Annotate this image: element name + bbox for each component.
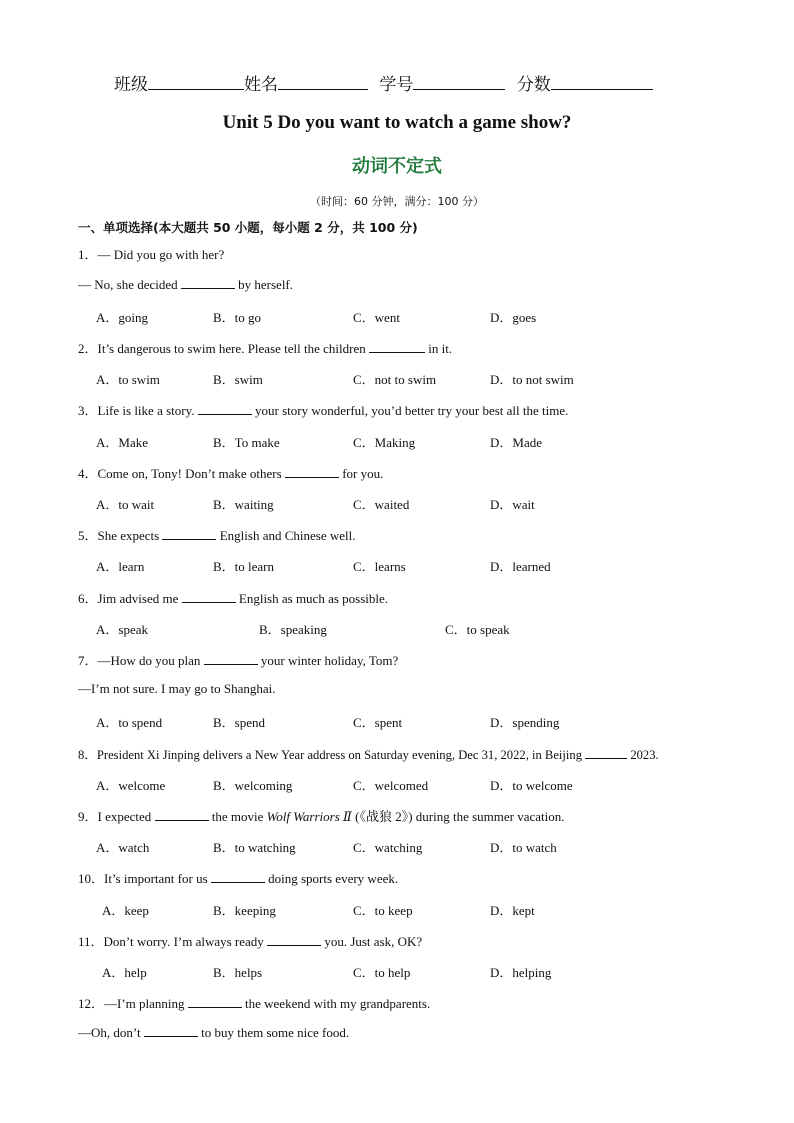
question-text: 3．Life is like a story. <box>78 403 195 418</box>
q2-option-a[interactable]: A．to swim <box>96 372 160 387</box>
question-text: English as much as possible. <box>238 591 389 606</box>
question-text: for you. <box>342 466 384 481</box>
q10-option-d[interactable]: D．kept <box>490 903 535 918</box>
score-blank[interactable] <box>551 73 653 90</box>
q6-option-c[interactable]: C．to speak <box>445 622 510 637</box>
question-text: 5．She expects <box>78 528 160 543</box>
question-9-stem <box>78 806 565 825</box>
answer-blank[interactable] <box>198 402 252 415</box>
class-label: 班级 <box>114 75 148 95</box>
question-text: 2023. <box>630 748 659 762</box>
q9-option-c[interactable]: C．watching <box>353 840 423 855</box>
question-2-stem <box>78 338 452 357</box>
q7-option-c[interactable]: C．spent <box>353 715 403 730</box>
q11-option-d[interactable]: D．helping <box>490 965 552 980</box>
answer-blank[interactable] <box>155 808 209 821</box>
question-text: — Did you go with her? <box>97 247 225 262</box>
id-label: 学号 <box>379 75 414 95</box>
answer-blank[interactable] <box>188 995 242 1008</box>
q11-option-b[interactable]: B．helps <box>213 965 263 980</box>
answer-blank[interactable] <box>182 590 236 603</box>
question-text: 11．Don’t worry. I’m always ready <box>78 934 264 949</box>
question-text: to buy them some nice food. <box>201 1025 350 1040</box>
question-number: 1． <box>78 247 98 262</box>
q7-option-d[interactable]: D．spending <box>490 715 560 730</box>
question-text: your winter holiday, Tom? <box>260 653 399 668</box>
q3-option-c[interactable]: C．Making <box>353 435 416 450</box>
question-5-stem <box>78 525 356 544</box>
time-score-note: （时间：60 分钟，满分：100 分） <box>310 195 484 208</box>
page-title: Unit 5 Do you want to watch a game show? <box>222 112 572 133</box>
question-3-stem <box>78 400 568 419</box>
q4-option-d[interactable]: D．wait <box>490 497 535 512</box>
q5-option-a[interactable]: A．learn <box>96 559 145 574</box>
question-text: your story wonderful, you’d better try your best all the time. <box>255 403 569 418</box>
q6-option-a[interactable]: A．speak <box>96 622 148 637</box>
question-12-stem <box>78 993 430 1012</box>
q10-option-c[interactable]: C．to keep <box>353 903 413 918</box>
question-text: by herself. <box>238 277 294 292</box>
question-7-stem <box>78 650 398 669</box>
question-text: (《战狼 2》) during the summer vacation. <box>355 809 565 824</box>
id-blank[interactable] <box>413 73 505 90</box>
answer-blank[interactable] <box>285 465 339 478</box>
question-text: 4．Come on, Tony! Don’t make others <box>78 466 282 481</box>
question-text: — No, she decided <box>78 277 178 292</box>
answer-blank[interactable] <box>211 870 265 883</box>
q5-option-b[interactable]: B．to learn <box>213 559 275 574</box>
q8-option-a[interactable]: A．welcome <box>96 778 166 793</box>
q9-option-b[interactable]: B．to watching <box>213 840 296 855</box>
answer-blank[interactable] <box>585 746 627 759</box>
question-text: 6．Jim advised me <box>78 591 179 606</box>
question-text: you. Just ask, OK? <box>324 934 423 949</box>
q3-option-d[interactable]: D．Made <box>490 435 542 450</box>
q8-option-b[interactable]: B．welcoming <box>213 778 293 793</box>
q9-option-a[interactable]: A．watch <box>96 840 150 855</box>
name-label: 姓名 <box>244 75 278 95</box>
q3-option-a[interactable]: A．Make <box>96 435 148 450</box>
question-4-stem <box>78 463 383 482</box>
q4-option-a[interactable]: A．to wait <box>96 497 155 512</box>
question-text: 7．—How do you plan <box>78 653 201 668</box>
q7-option-b[interactable]: B．spend <box>213 715 266 730</box>
question-7-reply: —I’m not sure. I may go to Shanghai. <box>78 681 276 696</box>
answer-blank[interactable] <box>181 276 235 289</box>
q5-option-c[interactable]: C．learns <box>353 559 406 574</box>
student-info-header <box>114 70 653 95</box>
question-text: 12．—I’m planning <box>78 996 185 1011</box>
q9-option-d[interactable]: D．to watch <box>490 840 557 855</box>
question-6-stem <box>78 588 388 607</box>
question-text: the movie <box>211 809 264 824</box>
question-12-reply <box>78 1024 349 1041</box>
q3-option-b[interactable]: B．To make <box>213 435 280 450</box>
q1-option-b[interactable]: B．to go <box>213 310 262 325</box>
question-text: 8．President Xi Jinping delivers a New Year address on Saturday evening, Dec 31, 2022, in Beijing <box>78 748 583 762</box>
q1-option-c[interactable]: C．went <box>353 310 400 325</box>
q6-option-b[interactable]: B．speaking <box>259 622 327 637</box>
q8-option-c[interactable]: C．welcomed <box>353 778 429 793</box>
question-text: 9．I expected <box>78 809 152 824</box>
question-10-stem <box>78 868 398 887</box>
question-text: doing sports every week. <box>268 871 399 886</box>
q10-option-b[interactable]: B．keeping <box>213 903 276 918</box>
q2-option-b[interactable]: B．swim <box>213 372 263 387</box>
q11-option-a[interactable]: A．help <box>102 965 147 980</box>
q5-option-d[interactable]: D．learned <box>490 559 551 574</box>
answer-blank[interactable] <box>267 933 321 946</box>
q1-option-d[interactable]: D．goes <box>490 310 537 325</box>
score-label: 分数 <box>516 75 551 95</box>
q2-option-d[interactable]: D．to not swim <box>490 372 574 387</box>
question-text: —Oh, don’t <box>78 1025 141 1040</box>
q1-option-a[interactable]: A．going <box>96 310 149 325</box>
q8-option-d[interactable]: D．to welcome <box>490 778 573 793</box>
q11-option-c[interactable]: C．to help <box>353 965 411 980</box>
answer-blank[interactable] <box>204 652 258 665</box>
q7-option-a[interactable]: A．to spend <box>96 715 163 730</box>
q4-option-c[interactable]: C．waited <box>353 497 410 512</box>
answer-blank[interactable] <box>144 1024 198 1037</box>
question-11-stem <box>78 931 422 950</box>
question-8-stem <box>78 744 659 763</box>
answer-blank[interactable] <box>162 527 216 540</box>
movie-title: Wolf Warriors Ⅱ <box>266 809 352 824</box>
question-text: 2．It’s dangerous to swim here. Please tell the children <box>78 341 366 356</box>
answer-blank[interactable] <box>369 340 425 353</box>
page-subtitle: 动词不定式 <box>352 156 442 177</box>
q4-option-b[interactable]: B．waiting <box>213 497 274 512</box>
section-heading: 一、单项选择(本大题共 50 小题，每小题 2 分，共 100 分) <box>78 220 418 235</box>
class-blank[interactable] <box>148 73 244 90</box>
name-blank[interactable] <box>278 73 368 90</box>
question-text: the weekend with my grandparents. <box>245 996 431 1011</box>
question-text: in it. <box>428 341 453 356</box>
question-text: English and Chinese well. <box>219 528 356 543</box>
question-text: 10．It’s important for us <box>78 871 208 886</box>
question-1-line1 <box>78 244 224 263</box>
q10-option-a[interactable]: A．keep <box>102 903 149 918</box>
q2-option-c[interactable]: C．not to swim <box>353 372 437 387</box>
question-1-line2 <box>78 276 293 293</box>
